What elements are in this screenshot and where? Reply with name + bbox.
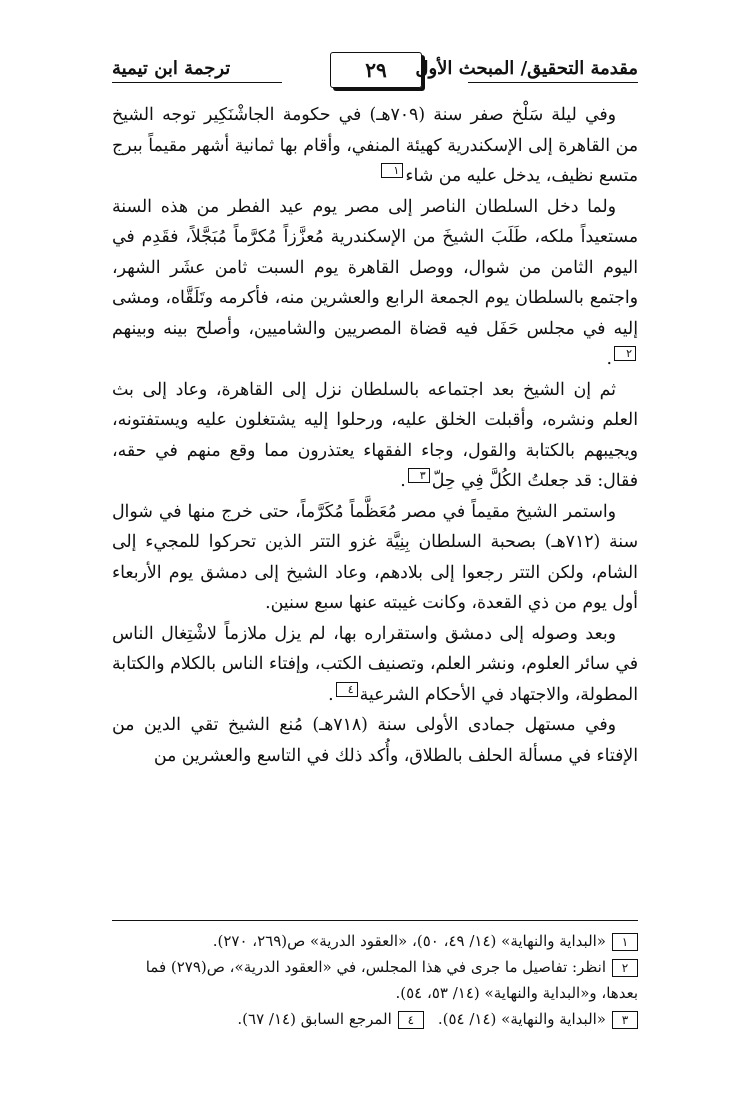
footnote-text: «البداية والنهاية» (١٤/ ٥٤). — [437, 1010, 606, 1028]
paragraph-end: . — [606, 349, 612, 369]
paragraph — [112, 192, 638, 375]
paragraph-text: واستمر الشيخ مقيماً في مصر مُعَظَّماً مُكَرَّماً، حتى خرج منها في شوال سنة (٧١٢هـ) بصحبة السلطان بِنِيَّة غزو التتر الذين تحركوا للمجيء إلى الشام، ولكن التتر رجعوا إلى بلادهم، وعاد الشيخ إلى دمشق يوم الأربعاء أول يوم من ذي القعدة، وكانت غيبته عنها سبع سنين. — [112, 501, 638, 613]
footnote-separator — [112, 920, 638, 921]
footnote-reference[interactable]: ٣ — [408, 468, 430, 483]
footnote-number: ٣ — [612, 1011, 638, 1029]
paragraph — [112, 710, 638, 771]
footnote-text: المرجع السابق (١٤/ ٦٧). — [237, 1010, 392, 1028]
header-rule-right — [468, 82, 638, 83]
footnote-reference[interactable]: ٢ — [614, 346, 636, 361]
footnote — [112, 928, 638, 954]
header-rule-left — [112, 82, 282, 83]
page-number: ٢٩ — [330, 52, 422, 88]
footnote-number: ١ — [612, 933, 638, 951]
footnote-text: انظر: تفاصيل ما جرى في هذا المجلس، في «العقود الدرية»، ص(٢٧٩) فما بعدها، و«البداية والنهاية» (١٤/ ٥٣، ٥٤). — [145, 958, 638, 1002]
paragraph-end: . — [328, 684, 334, 705]
paragraph-end: . — [400, 471, 406, 491]
footnote-reference[interactable]: ١ — [381, 163, 403, 178]
paragraph-text: وبعد وصوله إلى دمشق واستقراره بها، لم يزل ملازماً لاشْتِغال الناس في سائر العلوم، ونشر العلم، وتصنيف الكتب، وإفتاء الناس بالكلام والكتابة المطولة، والاجتهاد في الأحكام الشرعية — [112, 623, 638, 705]
footnote-number: ٤ — [398, 1011, 424, 1029]
paragraph — [112, 619, 638, 711]
running-chapter-title: ترجمة ابن تيمية — [112, 58, 231, 79]
paragraph-text: وفي ليلة سَلْخ صفر سنة (٧٠٩هـ) في حكومة الجاشْنَكِير توجه الشيخ من القاهرة إلى الإسكندرية كهيئة المنفي، وأقام بها ثمانية أشهر مقيماً ببرج متسع نظيف، يدخل عليه من شاء — [112, 105, 638, 186]
footnote-number: ٢ — [612, 959, 638, 977]
paragraph-text: ولما دخل السلطان الناصر إلى مصر يوم عيد الفطر من هذه السنة مستعيداً ملكه، طَلَبَ الشيخَ من الإسكندرية مُعزَّزاً مُكرَّماً مُبَجَّلاً، فقَدِم في اليوم الثامن من شوال، ووصل القاهرة يوم السبت ثامن عشَر الشهر، واجتمع بالسلطان يوم الجمعة الرابع والعشرين منه، فأكرمه وتَلَقَّاه، ومشى إليه في مجلس حَفَل فيه قضاة المصريين والشاميين، وأصلح بينه وبينهم — [112, 196, 638, 339]
page-header — [112, 52, 638, 94]
main-text — [112, 100, 638, 771]
paragraph — [112, 100, 638, 192]
running-section-title: مقدمة التحقيق/ المبحث الأول — [415, 58, 638, 79]
paragraph-text: وفي مستهل جمادى الأولى سنة (٧١٨هـ) مُنع الشيخ تقي الدين من الإفتاء في مسألة الحلف بالطلاق، وأُكد ذلك في التاسع والعشرين من — [112, 715, 638, 766]
footnotes — [112, 928, 638, 1032]
footnote-reference[interactable]: ٤ — [336, 682, 358, 697]
paragraph — [112, 497, 638, 619]
footnote — [112, 1006, 638, 1032]
paragraph-text: ثم إن الشيخ بعد اجتماعه بالسلطان نزل إلى القاهرة، وعاد إلى بث العلم ونشره، وأقبلت الخلق عليه، ورحلوا إليه يشتغلون عليه ويستفتونه، ويجيبهم بالكتابة والقول، وجاء الفقهاء يعتذرون مما وقع منهم في حقه، فقال: قد جعلتُ الكُلَّ فِي حِلّ — [112, 379, 638, 491]
footnote — [112, 954, 638, 1006]
paragraph — [112, 375, 638, 497]
footnote-text: «البداية والنهاية» (١٤/ ٤٩، ٥٠)، «العقود الدرية» ص(٢٦٩، ٢٧٠). — [212, 932, 606, 950]
